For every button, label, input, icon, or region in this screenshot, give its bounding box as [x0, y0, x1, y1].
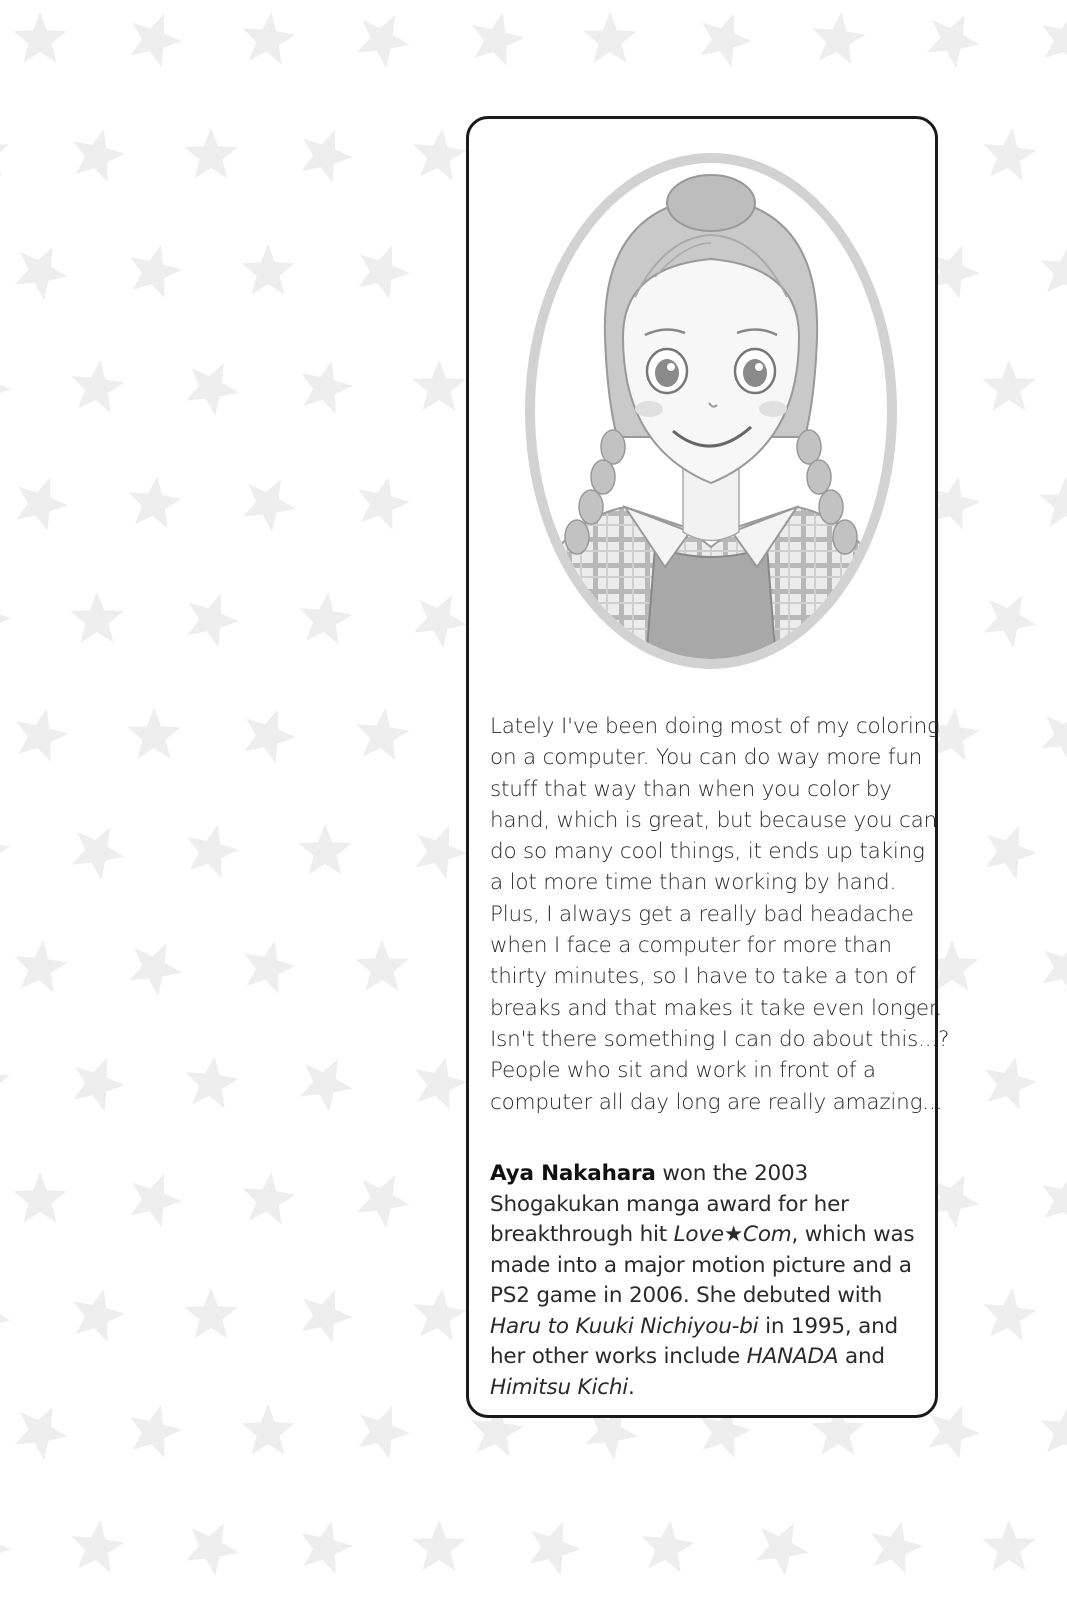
about-line — [490, 1220, 930, 1251]
bio-paragraph — [490, 711, 950, 1118]
background-star-icon — [416, 826, 467, 879]
background-star-icon — [929, 1406, 980, 1459]
background-star-icon — [982, 1520, 1035, 1571]
background-star-icon — [985, 1057, 1037, 1110]
bio-line: do so many cool things, it ends up taking — [490, 839, 925, 865]
background-star-icon — [186, 1523, 239, 1576]
background-star-icon — [241, 1404, 294, 1455]
background-star-icon — [0, 1291, 11, 1344]
author-card — [466, 116, 950, 1418]
background-star-icon — [300, 592, 353, 644]
about-line — [490, 1312, 930, 1343]
background-star-icon — [15, 247, 68, 300]
background-star-icon — [16, 709, 68, 762]
bio-line: a lot more time than working by hand. — [490, 870, 897, 896]
background-star-icon — [412, 360, 465, 411]
background-star-icon — [357, 708, 410, 760]
background-star-icon — [472, 13, 524, 66]
background-star-icon — [73, 1289, 125, 1342]
background-star-icon — [984, 595, 1037, 648]
author-name: Aya Nakahara — [490, 1161, 656, 1186]
work-title-hanada: HANADA — [746, 1344, 839, 1369]
background-star-icon — [184, 1288, 237, 1339]
about-text: and — [838, 1344, 885, 1369]
background-star-icon — [813, 12, 866, 64]
background-star-icon — [15, 1407, 68, 1460]
about-line — [490, 1342, 930, 1373]
background-star-icon — [186, 1056, 239, 1108]
background-star-icon — [127, 708, 180, 759]
background-star-icon — [701, 14, 752, 67]
about-text: in 1995, and — [758, 1313, 898, 1339]
background-star-icon — [241, 244, 294, 295]
background-star-icon — [414, 1288, 467, 1340]
background-star-icon — [871, 1521, 923, 1574]
about-author-paragraph — [490, 1159, 930, 1403]
background-star-icon — [243, 479, 296, 532]
background-star-icon — [927, 15, 980, 67]
about-text: , which was — [791, 1222, 915, 1247]
about-line: Shogakukan manga award for her — [490, 1191, 849, 1217]
background-star-icon — [984, 1288, 1037, 1340]
background-star-icon — [358, 477, 410, 530]
background-star-icon — [302, 1290, 353, 1343]
about-line: made into a major motion picture and a — [490, 1252, 912, 1278]
background-star-icon — [72, 827, 125, 880]
background-star-icon — [359, 1406, 410, 1459]
background-star-icon — [756, 1523, 809, 1576]
bio-line: hand, which is great, but because you can — [490, 807, 938, 833]
background-star-icon — [243, 1172, 296, 1224]
bio-line: on a computer. You can do way more fun — [490, 745, 923, 771]
background-star-icon — [359, 246, 410, 299]
about-text: breakthrough hit — [490, 1222, 674, 1247]
background-star-icon — [986, 826, 1037, 879]
about-line — [490, 1159, 930, 1190]
bio-line: stuff that way than when you color by — [490, 776, 892, 802]
background-star-icon — [15, 940, 68, 992]
background-star-icon — [301, 361, 353, 414]
bio-line: when I face a computer for more than — [490, 933, 892, 959]
about-line: PS2 game in 2006. She debuted with — [490, 1283, 883, 1308]
background-star-icon — [13, 12, 66, 63]
bio-line: People who sit and work in front of a — [490, 1058, 876, 1084]
background-star-icon — [131, 14, 182, 67]
background-star-icon — [188, 594, 239, 647]
background-star-icon — [1042, 13, 1067, 66]
background-star-icon — [243, 12, 296, 64]
about-text: her other works include — [490, 1344, 747, 1369]
background-star-icon — [72, 360, 125, 412]
bio-line: computer all day long are really amazing... — [490, 1089, 943, 1115]
background-star-icon — [301, 1521, 353, 1574]
background-star-icon — [1039, 476, 1067, 527]
background-star-icon — [130, 1405, 182, 1458]
background-star-icon — [642, 1520, 695, 1572]
background-star-icon — [1042, 1173, 1067, 1226]
background-star-icon — [414, 128, 467, 180]
background-star-icon — [187, 825, 239, 878]
background-star-icon — [131, 1174, 182, 1227]
background-star-icon — [244, 941, 296, 994]
background-star-icon — [245, 710, 296, 763]
background-star-icon — [0, 593, 11, 646]
background-star-icon — [412, 1520, 465, 1571]
background-star-icon — [17, 478, 68, 531]
about-text: won the 2003 — [655, 1161, 808, 1186]
background-star-icon — [1041, 244, 1067, 296]
bio-line: Lately I've been doing most of my coloring — [490, 714, 940, 739]
background-star-icon — [583, 12, 636, 63]
work-title-himitsu: Himitsu Kichi — [490, 1374, 629, 1400]
background-star-icon — [1041, 711, 1067, 764]
background-star-icon — [184, 128, 237, 179]
background-star-icon — [300, 1059, 353, 1112]
background-star-icon — [72, 1520, 125, 1572]
work-title-debut: Haru to Kuuki Nichiyou-bi — [490, 1313, 759, 1339]
background-star-icon — [0, 1522, 11, 1575]
work-title-lovecom: Love★Com — [673, 1222, 792, 1247]
background-star-icon — [0, 824, 11, 876]
background-star-icon — [0, 128, 8, 180]
background-star-icon — [74, 1058, 125, 1111]
background-star-icon — [0, 362, 11, 415]
background-star-icon — [1041, 1404, 1067, 1456]
background-star-icon — [186, 363, 239, 416]
bio-line: breaks and that makes it take even longer. — [490, 995, 943, 1021]
background-star-icon — [530, 1522, 581, 1575]
background-star-icon — [130, 245, 182, 298]
background-star-icon — [73, 129, 125, 182]
background-star-icon — [129, 476, 182, 528]
background-star-icon — [357, 15, 410, 67]
author-portrait-illustration — [515, 147, 907, 675]
background-star-icon — [357, 1175, 410, 1228]
bio-line: thirty minutes, so I have to take a ton of — [490, 964, 916, 990]
background-star-icon — [355, 940, 408, 991]
background-star-icon — [13, 1172, 66, 1223]
background-star-icon — [70, 592, 123, 643]
background-star-icon — [298, 824, 351, 875]
background-star-icon — [984, 128, 1037, 180]
background-star-icon — [415, 1057, 467, 1110]
background-star-icon — [302, 130, 353, 183]
bio-line: Plus, I always get a really bad headache — [490, 901, 914, 927]
background-star-icon — [129, 943, 182, 996]
background-star-icon — [414, 595, 467, 648]
background-star-icon — [982, 360, 1035, 411]
about-line — [490, 1373, 930, 1404]
bio-line: Isn't there something I can do about this...? — [490, 1026, 950, 1052]
background-star-icon — [1043, 942, 1067, 995]
about-text: . — [628, 1374, 635, 1400]
background-star-icon — [0, 1056, 10, 1107]
